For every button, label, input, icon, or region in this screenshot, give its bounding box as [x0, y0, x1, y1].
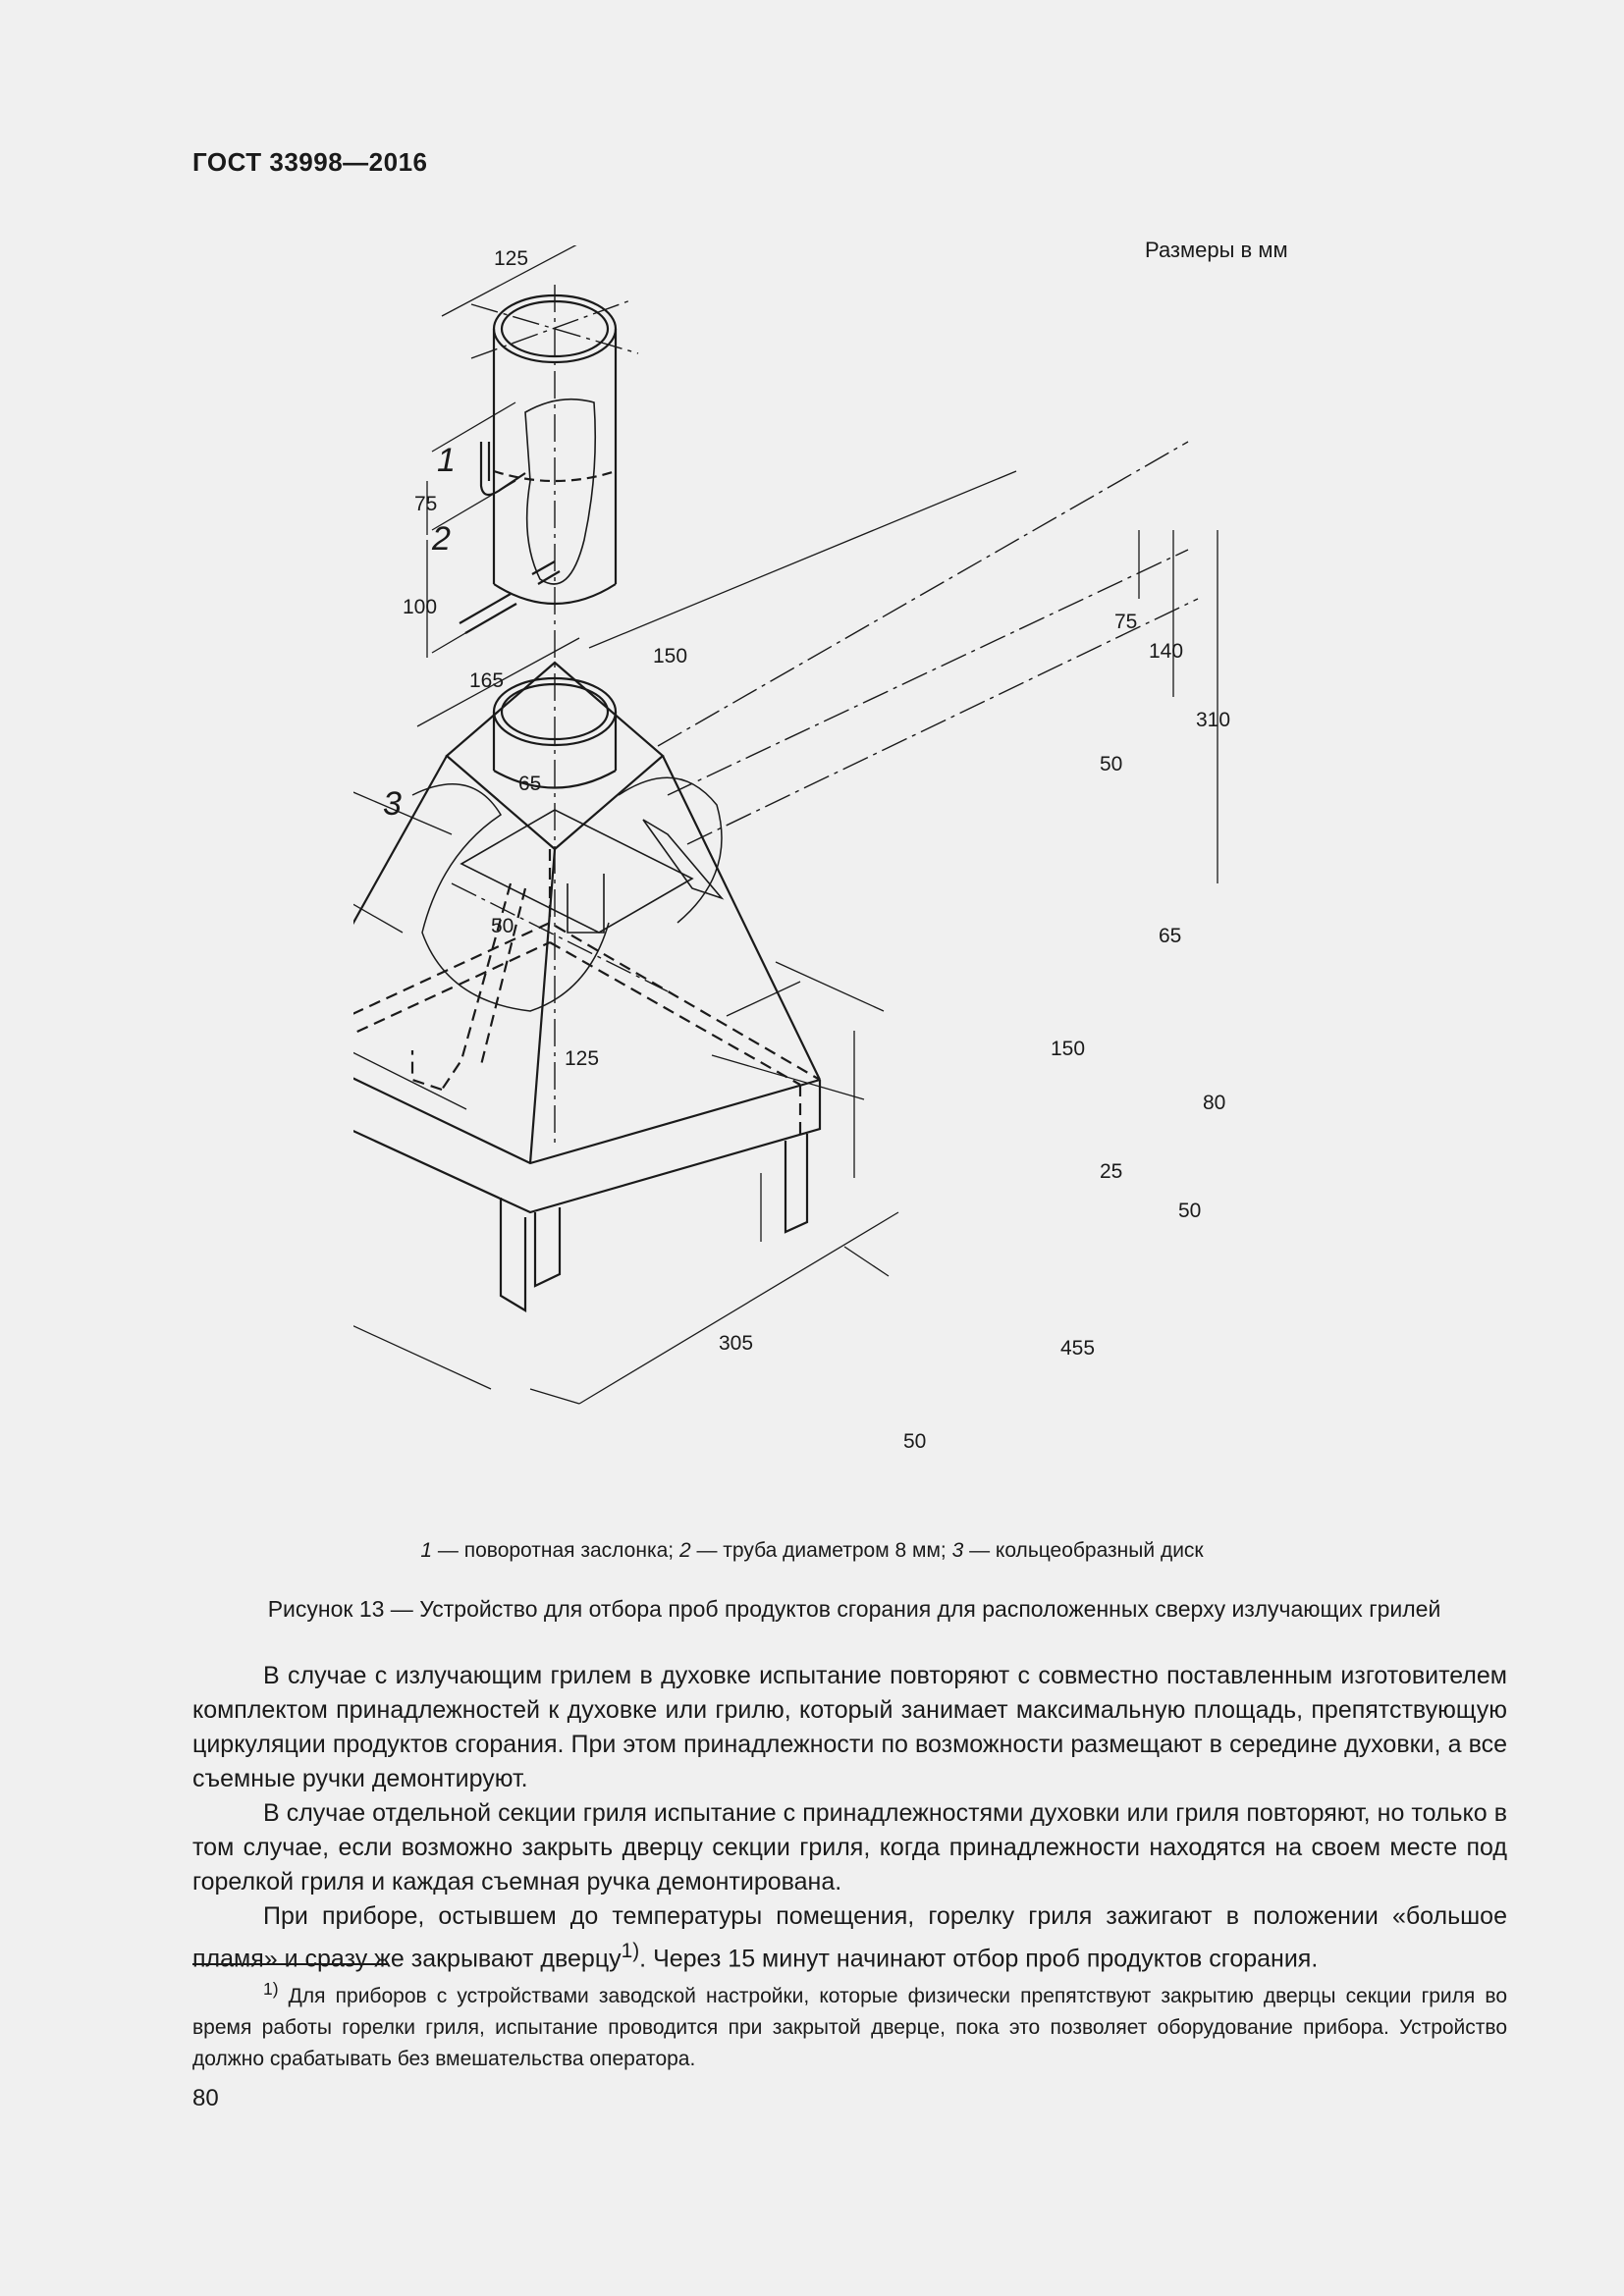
- units-note: Размеры в мм: [1145, 238, 1288, 262]
- legend-text-1: — поворотная заслонка;: [432, 1539, 679, 1562]
- paragraph-3-start: При приборе, остывшем до температуры помещения, горелку гриля зажигают в положении «большое пламя» и сразу же закрывают дверцу: [192, 1902, 1507, 1973]
- dim-150-top: 150: [653, 645, 688, 667]
- dim-50-side: 50: [1178, 1200, 1202, 1222]
- dim-75-left: 75: [414, 493, 438, 515]
- legend-num-1: 1: [420, 1539, 433, 1562]
- footnote-mark: 1): [263, 1979, 279, 1999]
- dim-125-top: 125: [494, 247, 529, 270]
- dim-50-right: 50: [1100, 753, 1123, 775]
- paragraph-3: [192, 1899, 1507, 1976]
- footnote-divider: [192, 1963, 389, 1965]
- dim-455: 455: [1060, 1337, 1096, 1360]
- label-1: 1: [437, 442, 456, 479]
- dim-50-leg: 50: [903, 1430, 927, 1453]
- technical-drawing: [353, 245, 1335, 1512]
- legend-text-3: — кольцеобразный диск: [963, 1539, 1204, 1562]
- figure-caption: Рисунок 13 — Устройство для отбора проб продуктов сгорания для расположенных сверху излучающих грилей: [267, 1596, 1441, 1622]
- legend-num-2: 2: [678, 1539, 691, 1562]
- dim-25: 25: [1100, 1160, 1123, 1183]
- dim-65-right: 65: [1159, 925, 1182, 947]
- dim-305: 305: [719, 1332, 754, 1355]
- dim-165: 165: [469, 669, 505, 692]
- footnote-text: Для приборов с устройствами заводской настройки, которые физически препятствуют закрытию дверцы секции гриля во время работы горелки гриля, испытание проводится при закрытой дверце, пока это позволяет оборудование прибора. Устройство должно срабатывать без вмешательства оператора.: [192, 1985, 1507, 2070]
- dim-140: 140: [1149, 640, 1184, 663]
- figure-legend: [0, 1539, 1624, 1563]
- footnote: [192, 1973, 1507, 2075]
- label-2: 2: [432, 520, 451, 558]
- dim-125-lower: 125: [565, 1047, 600, 1070]
- footnote-ref: 1): [621, 1940, 640, 1962]
- document-header: ГОСТ 33998—2016: [192, 147, 428, 177]
- dim-310: 310: [1196, 709, 1231, 731]
- paragraph-2: В случае отдельной секции гриля испытание с принадлежностями духовки или гриля повторяют, но только в том случае, если возможно закрыть дверцу секции гриля, когда принадлежности находятся на своем месте под горелкой гриля и каждая съемная ручка демонтирована.: [192, 1799, 1507, 1896]
- dim-75-right: 75: [1114, 611, 1138, 633]
- legend-text-2: — труба диаметром 8 мм;: [690, 1539, 952, 1562]
- page-number: 80: [192, 2085, 219, 2111]
- body-text: [192, 1659, 1507, 1976]
- dim-150-lower: 150: [1051, 1038, 1086, 1060]
- dim-50-left: 50: [491, 915, 514, 937]
- paragraph-3-end: . Через 15 минут начинают отбор проб продуктов сгорания.: [639, 1945, 1319, 1973]
- label-3: 3: [383, 785, 402, 823]
- dim-65-left: 65: [518, 773, 542, 795]
- paragraph-1: В случае с излучающим грилем в духовке испытание повторяют с совместно поставленным изготовителем комплектом принадлежностей к духовке или грилю, который занимает максимальную площадь, препятствующую циркуляции продуктов сгорания. При этом принадлежности по возможности размещают в середине духовки, а все съемные ручки демонтируют.: [192, 1662, 1507, 1792]
- legend-num-3: 3: [951, 1539, 964, 1562]
- dim-100-left: 100: [403, 596, 438, 618]
- dim-80: 80: [1203, 1092, 1226, 1114]
